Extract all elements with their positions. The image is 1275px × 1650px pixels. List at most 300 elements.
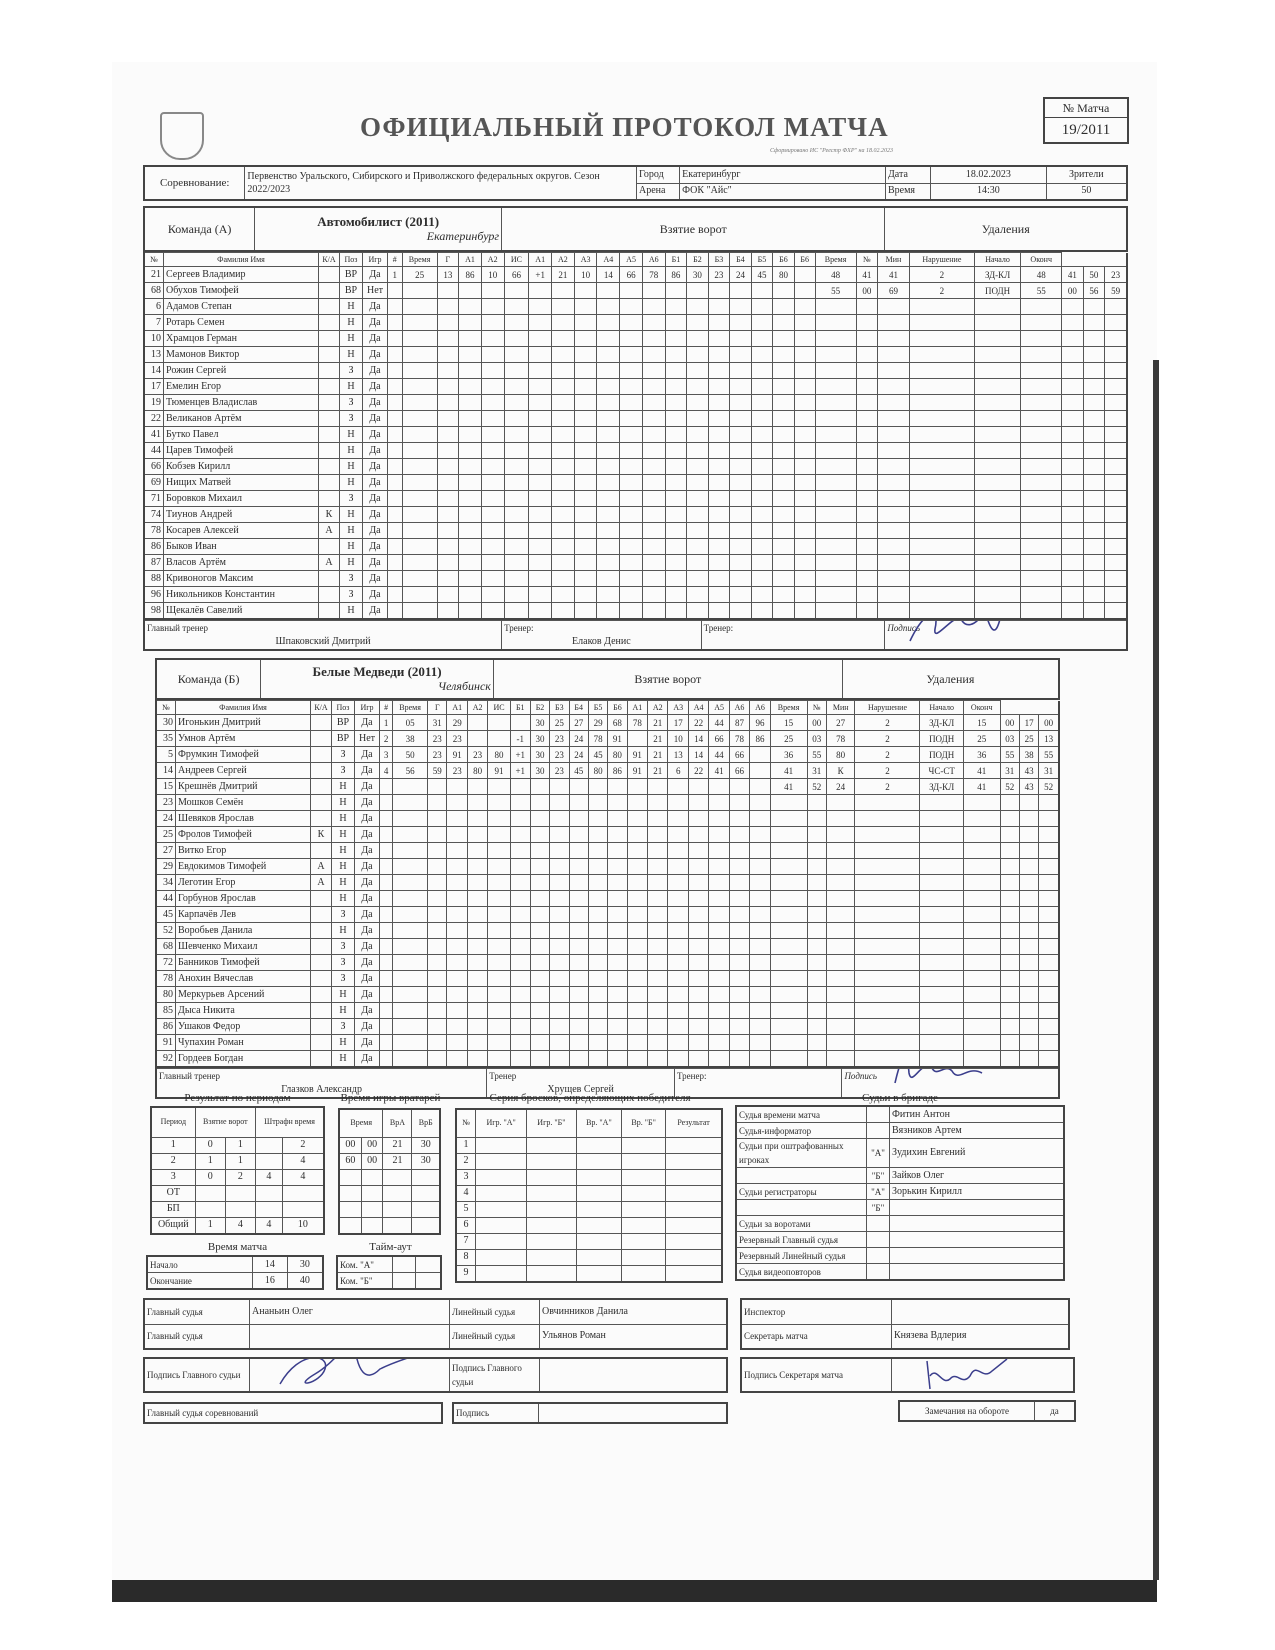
team-b-goal-cell — [729, 1051, 749, 1068]
team-a-goal-cell — [388, 443, 403, 459]
team-b-pen-cell: 03 — [807, 731, 826, 747]
team-a-player-row — [144, 395, 1127, 411]
team-b-goal-cell — [488, 779, 510, 795]
team-b-player-name: Витко Егор — [176, 843, 311, 859]
team-b-player-no: 27 — [156, 843, 176, 859]
team-b-player-name: Горбунов Ярослав — [176, 891, 311, 907]
team-b-player-name: Ушаков Федор — [176, 1019, 311, 1035]
goalie-cell: 60 — [339, 1153, 361, 1169]
team-b-goal-cell — [648, 875, 668, 891]
referee-role: Судья видеоповторов — [736, 1264, 867, 1281]
team-b-goal-cell — [729, 779, 749, 795]
team-a-coaches — [143, 620, 1128, 651]
shootout-row — [456, 1153, 722, 1169]
team-a-penalties-title: Удаления — [885, 207, 1127, 251]
team-a-player-no: 22 — [144, 411, 164, 427]
timeout-a-label: Ком. "А" — [337, 1256, 393, 1273]
team-a-h-play: Игр — [363, 253, 388, 267]
team-a-player-ka: А — [319, 555, 340, 571]
team-a-goal-cell — [504, 491, 529, 507]
team-b-goal-cell — [447, 939, 467, 955]
team-a-pen-cell — [878, 363, 910, 379]
team-b-pen-cell — [963, 939, 1000, 955]
team-a-goal-cell — [642, 555, 665, 571]
team-b-goal-cell — [380, 923, 393, 939]
team-a-goal-cell — [708, 555, 730, 571]
team-b-pen-cell: 36 — [770, 747, 807, 763]
team-a-player-row — [144, 459, 1127, 475]
team-a-goal-cell — [773, 363, 795, 379]
team-a-pen-cell — [815, 475, 856, 491]
team-b-goal-cell — [393, 987, 428, 1003]
goalie-cell: 00 — [361, 1137, 383, 1153]
team-b-player-name: Умнов Артём — [176, 731, 311, 747]
team-a-player-row — [144, 603, 1127, 620]
team-a-goal-cell — [773, 427, 795, 443]
team-a-pen-cell — [1105, 587, 1127, 603]
team-b-goal-cell — [467, 731, 487, 747]
team-a-goal-cell — [597, 331, 620, 347]
team-a-goal-cell — [504, 571, 529, 587]
team-a-goal-cell — [529, 459, 552, 475]
team-b-goal-cell — [550, 1035, 569, 1051]
main-ref2 — [250, 1324, 450, 1349]
team-a-player-play: Да — [363, 411, 388, 427]
team-a-goal-cell: 10 — [481, 267, 504, 283]
team-a-player-name: Кобзев Кирилл — [164, 459, 319, 475]
team-b-goal-cell — [510, 779, 530, 795]
team-a-goal-cell — [552, 379, 575, 395]
team-b-goal-cell — [467, 891, 487, 907]
shootout-cell — [576, 1249, 622, 1265]
shootout-cell — [527, 1169, 576, 1185]
team-b-pen-cell — [963, 1003, 1000, 1019]
team-a-goal-cell — [402, 363, 437, 379]
team-a-goal-cell — [552, 603, 575, 620]
team-b-pen-cell — [807, 859, 826, 875]
team-b-pen-cell — [855, 1051, 920, 1068]
team-b-pen-cell — [770, 1051, 807, 1068]
team-a-goal-cell — [730, 459, 752, 475]
team-b-goal-cell — [588, 939, 607, 955]
team-a-goal-cell — [552, 395, 575, 411]
team-b-goal-cell: 10 — [668, 731, 688, 747]
team-b-pen-cell — [826, 795, 855, 811]
team-b-h-goal-col: А2 — [467, 701, 487, 715]
team-b-goal-cell — [428, 1051, 447, 1068]
team-b-goal-cell — [530, 891, 549, 907]
team-a-goal-cell — [730, 427, 752, 443]
team-a-goal-cell — [437, 315, 459, 331]
team-b-player-name: Фролов Тимофей — [176, 827, 311, 843]
team-b-pen-cell — [963, 891, 1000, 907]
team-a-goal-cell — [597, 491, 620, 507]
team-b-goal-cell — [750, 811, 770, 827]
team-a-pen-cell — [1021, 603, 1062, 620]
team-a-goal-cell — [751, 331, 773, 347]
team-b-goal-cell — [627, 795, 647, 811]
team-b-player-no: 5 — [156, 747, 176, 763]
team-a-goal-cell — [665, 491, 687, 507]
team-a-pen-cell — [974, 603, 1020, 620]
team-b-pen-cell — [963, 1019, 1000, 1035]
time-value: 14:30 — [931, 183, 1046, 200]
team-a-goal-cell — [665, 395, 687, 411]
team-b-goal-cell — [709, 811, 729, 827]
team-b-pen-cell — [1019, 859, 1038, 875]
team-b-goal-cell: 23 — [447, 731, 467, 747]
team-b-goal-cell — [530, 987, 549, 1003]
team-a-goal-cell — [437, 523, 459, 539]
team-a-player-play: Да — [363, 491, 388, 507]
team-b-pen-cell — [826, 1035, 855, 1051]
shootout-row — [456, 1137, 722, 1153]
shootout-cell — [476, 1201, 527, 1217]
team-a-pen-cell — [1021, 331, 1062, 347]
team-a-goal-cell — [504, 411, 529, 427]
team-a-goal-cell — [552, 523, 575, 539]
team-b-pen-cell: 2 — [855, 747, 920, 763]
team-b-header — [155, 658, 1060, 700]
team-a-goal-cell — [794, 507, 815, 523]
team-a-pen-cell — [909, 571, 974, 587]
team-b-player-pos: Н — [332, 779, 355, 795]
team-b-goal-cell: 30 — [530, 747, 549, 763]
team-a-pen-cell — [1105, 379, 1127, 395]
team-b-goal-cell — [668, 843, 688, 859]
goalie-cell — [412, 1169, 440, 1185]
team-b-goal-cell — [709, 971, 729, 987]
team-a-goal-cell — [773, 555, 795, 571]
team-a-goal-cell — [730, 347, 752, 363]
team-b-goal-cell — [380, 939, 393, 955]
team-a-player-ka — [319, 267, 340, 283]
team-b-pen-cell — [770, 875, 807, 891]
team-b-pen-cell — [1039, 907, 1059, 923]
team-a-pen-cell — [1021, 587, 1062, 603]
team-b-player-row — [156, 1019, 1059, 1035]
team-a-player-play: Да — [363, 299, 388, 315]
team-a-pen-cell — [856, 315, 878, 331]
team-a-goal-cell — [794, 539, 815, 555]
team-b-goal-cell — [648, 1051, 668, 1068]
team-a-pen-cell — [1083, 363, 1105, 379]
team-a-goal-cell — [794, 411, 815, 427]
team-b-player-row — [156, 859, 1059, 875]
team-b-pen-cell: 24 — [826, 779, 855, 795]
period-cell — [256, 1201, 283, 1217]
team-b-player-play: Да — [355, 763, 380, 779]
team-a-player-name: Тюменцев Владислав — [164, 395, 319, 411]
team-a-goal-cell — [730, 523, 752, 539]
team-b-goal-cell — [588, 1003, 607, 1019]
goalie-h-time: Время — [339, 1109, 383, 1137]
team-a-goal-cell — [388, 283, 403, 299]
team-b-goal-cell: 80 — [608, 747, 627, 763]
team-a-goal-cell — [481, 283, 504, 299]
team-b-player-ka — [311, 891, 332, 907]
team-a-goal-cell — [437, 411, 459, 427]
team-b-pen-cell — [1019, 907, 1038, 923]
team-b-goal-cell — [709, 859, 729, 875]
team-a-goal-cell — [773, 283, 795, 299]
team-b-goal-cell — [608, 843, 627, 859]
team-a-goal-cell — [794, 587, 815, 603]
team-b-goal-cell — [668, 1035, 688, 1051]
team-a-pen-cell — [878, 491, 910, 507]
team-b-goal-cell: 44 — [709, 747, 729, 763]
team-b-h-ka: К/А — [311, 701, 332, 715]
team-b-goal-cell — [380, 1003, 393, 1019]
team-a-goal-cell — [773, 315, 795, 331]
team-b-pen-cell — [807, 939, 826, 955]
team-a-goal-cell — [708, 571, 730, 587]
team-a-pen-cell: 41 — [1062, 267, 1084, 283]
periods-h-pen: Штрафн время — [256, 1107, 325, 1137]
team-b-goal-cell — [569, 955, 588, 971]
team-b-h-goal-col: # — [380, 701, 393, 715]
match-time-title: Время матча — [207, 1241, 268, 1253]
team-a-goal-cell — [597, 347, 620, 363]
team-a-player-name: Быков Иван — [164, 539, 319, 555]
team-a-player-pos: Н — [340, 539, 363, 555]
team-a-goal-cell — [388, 523, 403, 539]
team-a-goal-cell — [597, 299, 620, 315]
shootout-cell — [476, 1249, 527, 1265]
team-a-player-ka — [319, 443, 340, 459]
team-b-pen-cell — [826, 875, 855, 891]
team-a-goal-cell — [388, 491, 403, 507]
team-b-goal-cell — [648, 987, 668, 1003]
team-b-player-no: 72 — [156, 955, 176, 971]
team-b-player-ka: К — [311, 827, 332, 843]
shootout-no: 3 — [456, 1169, 476, 1185]
team-b-goal-cell — [447, 875, 467, 891]
team-b-goal-cell: 91 — [488, 763, 510, 779]
team-a-goal-cell — [529, 363, 552, 379]
goalie-cell: 21 — [383, 1153, 412, 1169]
team-a-goal-cell — [437, 363, 459, 379]
team-a-goal-cell — [751, 491, 773, 507]
team-a-goal-cell — [529, 475, 552, 491]
team-a-goal-cell — [730, 475, 752, 491]
team-b-h-pen-col: Начало — [920, 701, 963, 715]
team-a-pen-cell — [974, 475, 1020, 491]
team-a-goal-cell — [687, 347, 709, 363]
team-b-player-ka — [311, 811, 332, 827]
team-a-player-row — [144, 299, 1127, 315]
team-b-goal-cell — [550, 1003, 569, 1019]
team-b-pen-cell — [963, 907, 1000, 923]
team-a-player-no: 69 — [144, 475, 164, 491]
team-a-pen-cell — [878, 427, 910, 443]
team-b-pen-cell — [920, 843, 963, 859]
period-cell — [225, 1201, 255, 1217]
referee-row — [736, 1139, 1064, 1168]
team-a-goal-cell — [642, 459, 665, 475]
team-b-goal-cell: 27 — [569, 715, 588, 731]
team-b-goal-cell — [588, 843, 607, 859]
team-b-goal-cell — [467, 1003, 487, 1019]
team-b-goal-cell — [588, 795, 607, 811]
team-a-goal-cell — [773, 587, 795, 603]
referee-name — [890, 1248, 1065, 1264]
team-a-goal-cell — [773, 347, 795, 363]
team-a-pen-cell — [1021, 411, 1062, 427]
team-b-goal-cell — [550, 843, 569, 859]
team-a-pen-cell: ПОДН — [974, 283, 1020, 299]
team-a-goal-cell — [708, 379, 730, 395]
team-a-player-name: Кривоногов Максим — [164, 571, 319, 587]
period-cell — [195, 1185, 225, 1201]
team-b-pen-cell — [770, 827, 807, 843]
team-b-goal-cell — [729, 891, 749, 907]
shootout-cell — [527, 1249, 576, 1265]
team-a-pen-cell — [1021, 555, 1062, 571]
team-a-pen-cell — [1021, 395, 1062, 411]
secretary-sign-table — [740, 1357, 1075, 1393]
team-a-goal-cell — [708, 315, 730, 331]
team-b-goal-cell — [380, 779, 393, 795]
team-a-pen-cell — [815, 395, 856, 411]
team-a-goal-cell — [751, 475, 773, 491]
team-b-goal-cell: 23 — [447, 763, 467, 779]
team-b-goal-cell: 87 — [729, 715, 749, 731]
team-b-pen-cell — [1000, 795, 1019, 811]
team-a-goal-cell — [574, 331, 597, 347]
team-a-goal-cell — [665, 299, 687, 315]
team-b-goal-cell — [648, 811, 668, 827]
shootout-row — [456, 1185, 722, 1201]
team-a-player-pos: ВР — [340, 283, 363, 299]
team-b-goal-cell — [550, 971, 569, 987]
team-b-goal-cell — [648, 827, 668, 843]
team-b-pen-cell — [807, 1051, 826, 1068]
team-b-goal-cell — [393, 907, 428, 923]
team-a-goal-cell — [730, 491, 752, 507]
team-b-pen-cell — [826, 923, 855, 939]
team-a-pen-cell — [878, 315, 910, 331]
team-a-player-row — [144, 379, 1127, 395]
team-b-goal-cell — [729, 939, 749, 955]
team-b-goal-cell — [380, 1019, 393, 1035]
team-b-goal-cell — [380, 875, 393, 891]
secretary: Князева Вдлерия — [892, 1324, 1070, 1349]
referee-role — [736, 1168, 867, 1184]
team-a-goal-cell — [481, 315, 504, 331]
team-a-goal-cell — [751, 523, 773, 539]
team-a-goal-cell — [687, 587, 709, 603]
team-a-goal-cell — [437, 459, 459, 475]
team-b-player-name: Меркурьев Арсений — [176, 987, 311, 1003]
team-a-player-no: 21 — [144, 267, 164, 283]
team-b-pen-cell: К — [826, 763, 855, 779]
team-a-goal-cell — [642, 539, 665, 555]
team-b-goal-cell — [688, 907, 708, 923]
team-b-goal-cell — [729, 843, 749, 859]
referees-table — [735, 1105, 1065, 1281]
team-b-goal-cell — [750, 1003, 770, 1019]
team-a-player-row — [144, 331, 1127, 347]
team-a-player-pos: Н — [340, 299, 363, 315]
team-a-goal-cell — [388, 603, 403, 620]
period-cell — [256, 1185, 283, 1201]
team-b-goal-cell — [688, 795, 708, 811]
team-a-goal-cell: 23 — [708, 267, 730, 283]
team-a-goal-cell — [504, 443, 529, 459]
team-a-goal-cell — [665, 315, 687, 331]
team-a-player-row — [144, 283, 1127, 299]
team-b-pen-cell — [1019, 1035, 1038, 1051]
team-a-pen-cell — [856, 475, 878, 491]
shootout-no: 6 — [456, 1217, 476, 1233]
team-b-goal-cell — [510, 795, 530, 811]
team-b-goal-cell — [510, 923, 530, 939]
team-a-pen-cell — [1083, 443, 1105, 459]
team-a-player-play: Да — [363, 427, 388, 443]
team-a-goal-cell — [751, 603, 773, 620]
referee-team-mark — [867, 1216, 890, 1232]
team-a-city: Екатеринбург — [426, 229, 500, 243]
team-b-goal-cell: 23 — [550, 747, 569, 763]
team-a-goal-cell — [730, 555, 752, 571]
team-a-pen-cell — [815, 603, 856, 620]
team-b-pen-cell — [855, 811, 920, 827]
referee-team-mark — [867, 1232, 890, 1248]
team-a-pen-cell — [878, 299, 910, 315]
team-a-goal-cell — [708, 603, 730, 620]
team-a-goal-cell — [642, 491, 665, 507]
team-b-goal-cell — [569, 1003, 588, 1019]
team-b-player-no: 15 — [156, 779, 176, 795]
team-a-goal-cell — [665, 587, 687, 603]
team-b-pen-cell — [920, 1051, 963, 1068]
team-b-h-goal-col: Г — [428, 701, 447, 715]
team-a-goal-cell — [459, 411, 482, 427]
team-a-player-play: Да — [363, 571, 388, 587]
team-b-goal-cell — [648, 923, 668, 939]
team-a-player-play: Да — [363, 267, 388, 283]
team-b-goal-cell — [467, 779, 487, 795]
team-b-goal-cell — [393, 779, 428, 795]
team-b-goal-cell — [627, 907, 647, 923]
team-b-goal-cell — [550, 1019, 569, 1035]
period-cell: 4 — [282, 1169, 324, 1185]
shootout-cell — [576, 1233, 622, 1249]
team-a-goal-cell: 66 — [620, 267, 643, 283]
team-b-pen-cell: 15 — [963, 715, 1000, 731]
shootout-row — [456, 1249, 722, 1265]
team-a-h-goal-col: А4 — [597, 253, 620, 267]
team-b-pen-cell — [807, 1035, 826, 1051]
team-b-goal-cell — [750, 891, 770, 907]
referee-role — [736, 1200, 867, 1216]
team-b-goal-cell — [467, 827, 487, 843]
team-a-player-pos: Н — [340, 347, 363, 363]
team-b-goal-cell — [750, 747, 770, 763]
team-a-goal-cell — [481, 363, 504, 379]
team-b-goal-cell: 29 — [447, 715, 467, 731]
team-a-player-name: Великанов Артём — [164, 411, 319, 427]
team-a-pen-cell — [909, 315, 974, 331]
team-b-goal-cell — [750, 987, 770, 1003]
team-b-pen-cell — [1039, 875, 1059, 891]
team-a-player-name: Адамов Степан — [164, 299, 319, 315]
team-a-goal-cell — [794, 395, 815, 411]
team-b-pen-cell — [1000, 971, 1019, 987]
team-a-goal-cell — [620, 491, 643, 507]
goalie-time-table — [338, 1108, 441, 1235]
